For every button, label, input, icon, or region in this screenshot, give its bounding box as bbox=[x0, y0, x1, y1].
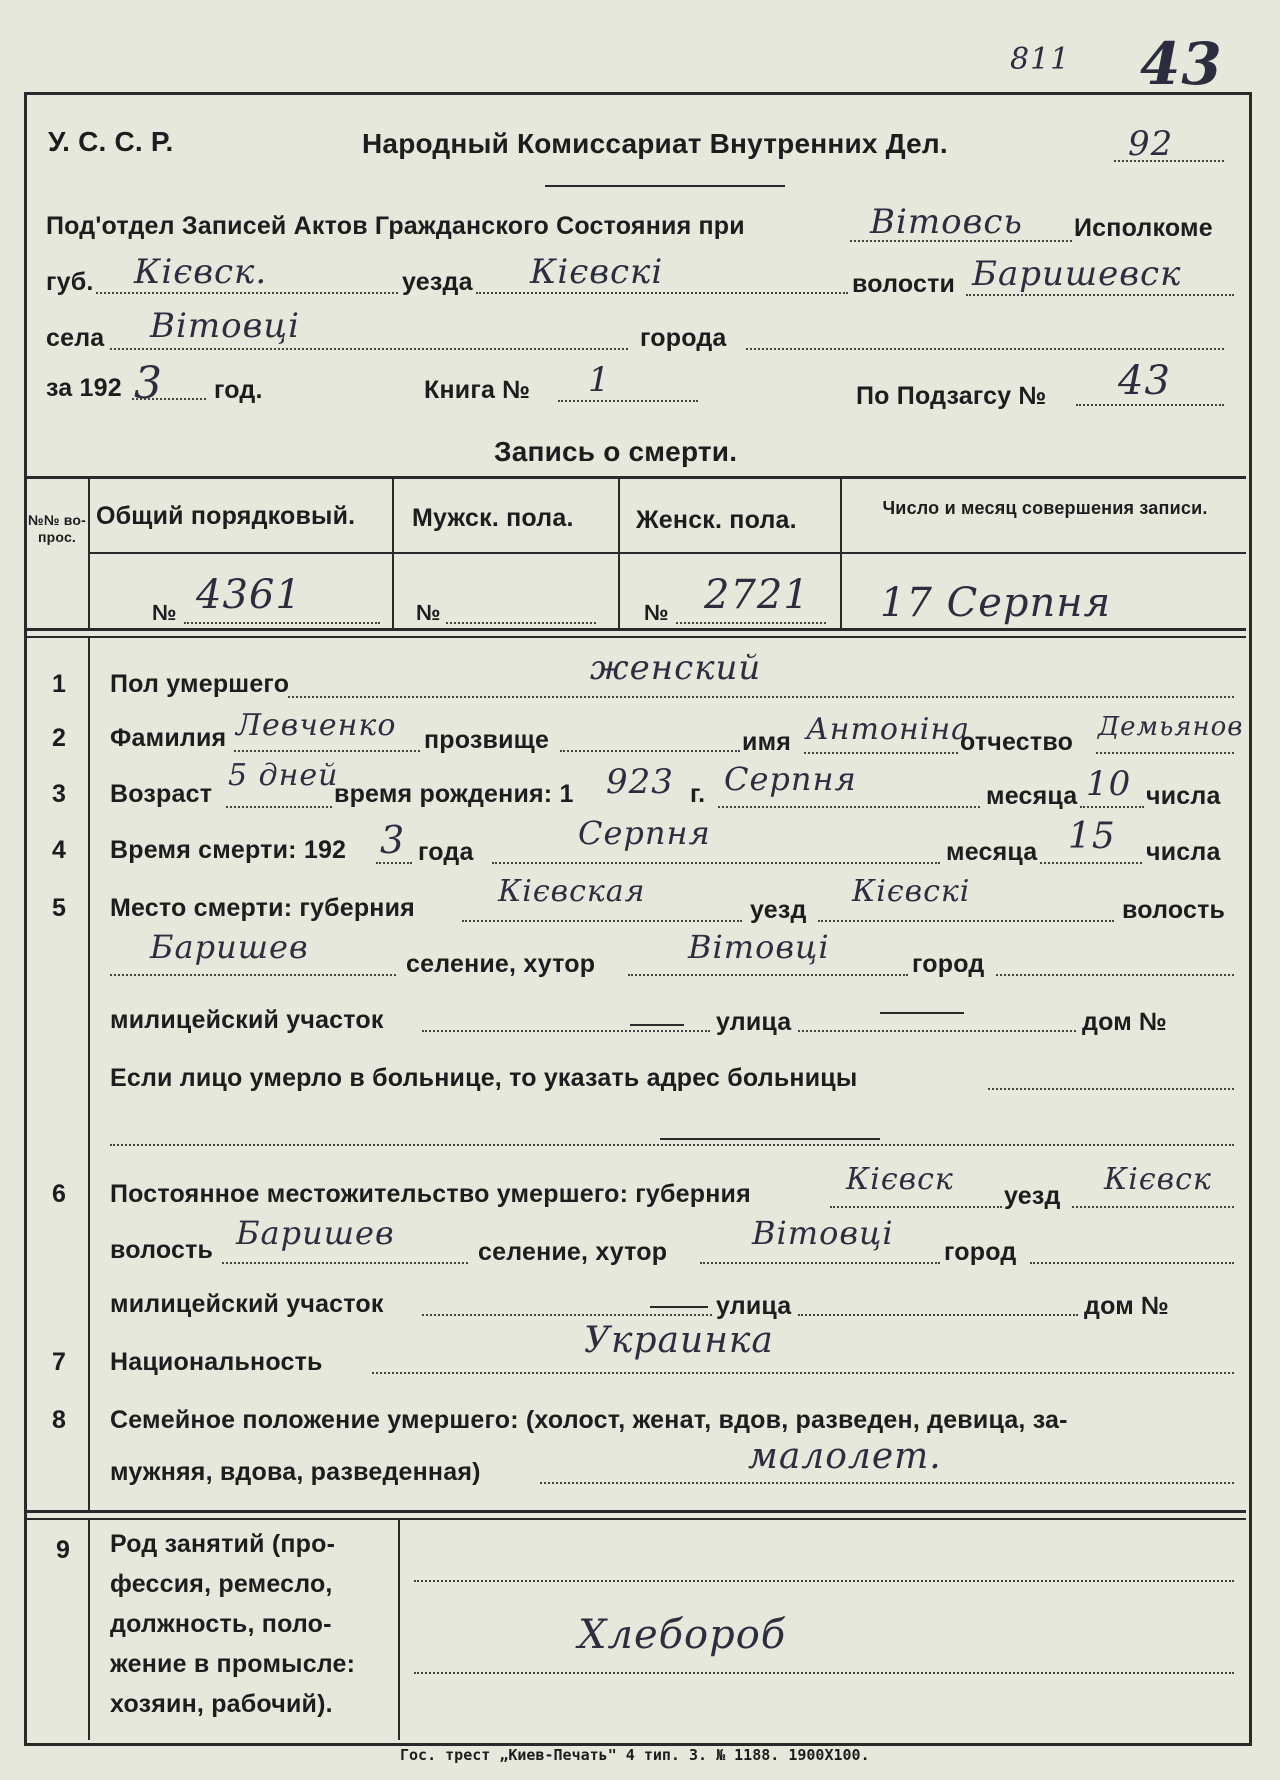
birth-day-label: числа bbox=[1146, 782, 1221, 810]
question-number-header: №№ во-прос. bbox=[28, 512, 86, 545]
gub-label: губ. bbox=[46, 268, 94, 296]
male-no-label: № bbox=[416, 600, 441, 625]
death-uezd-label: уезд bbox=[750, 896, 807, 924]
row-1-number: 1 bbox=[52, 670, 66, 698]
death-militia-label: милицейский участок bbox=[110, 1006, 384, 1034]
female-no-label: № bbox=[644, 600, 669, 625]
death-sex-label: Пол умершего bbox=[110, 670, 290, 698]
patronymic-label: отчество bbox=[960, 728, 1074, 756]
podzagsu-label: По Подзагсу № bbox=[856, 382, 1047, 410]
age-value: 5 дней bbox=[228, 758, 339, 793]
general-no-label: № bbox=[152, 600, 177, 625]
death-gorod-label: город bbox=[912, 950, 985, 978]
male-header: Мужск. пола. bbox=[412, 504, 574, 532]
book-label: Книга № bbox=[424, 376, 531, 404]
general-number-value: 4361 bbox=[196, 572, 302, 618]
occupation-label-5: хозяин, рабочий). bbox=[110, 1690, 333, 1718]
residence-label: Постоянное местожительство умершего: губерния bbox=[110, 1180, 751, 1208]
volost-value: Баришевск bbox=[972, 254, 1182, 294]
residence-gub-value: Кієвск bbox=[846, 1162, 954, 1197]
death-month-value: Серпня bbox=[578, 814, 711, 852]
row-9-number: 9 bbox=[56, 1536, 70, 1564]
death-selo-value: Вітовці bbox=[688, 928, 830, 966]
uezd-label: уезда bbox=[402, 268, 473, 296]
year-label: за 192 bbox=[46, 374, 122, 402]
archive-number: 811 bbox=[1010, 42, 1071, 77]
general-number-header: Общий порядковый. bbox=[96, 502, 356, 530]
record-title: Запись о смерти. bbox=[494, 436, 738, 467]
year-god-label: год. bbox=[214, 376, 263, 404]
birth-month-label: месяца bbox=[986, 782, 1078, 810]
podzagsu-value: 43 bbox=[1118, 358, 1171, 404]
subdept-label: Под'отдел Записей Актов Гражданского Состояния при bbox=[46, 212, 745, 240]
death-sex-value: женский bbox=[590, 648, 762, 688]
hospital-address-label: Если лицо умерло в больнице, то указать адрес больницы bbox=[110, 1064, 858, 1092]
gub-value: Кієвск. bbox=[134, 252, 268, 292]
birth-time-label: время рождения: 1 bbox=[334, 780, 574, 808]
row-2-number: 2 bbox=[52, 724, 66, 752]
death-house-label: дом № bbox=[1082, 1008, 1168, 1036]
residence-house-label: дом № bbox=[1084, 1292, 1170, 1320]
year-value: 3 bbox=[134, 358, 163, 409]
death-street-label: улица bbox=[716, 1008, 792, 1036]
gorod-label: города bbox=[640, 324, 727, 352]
death-uezd-value: Кієвскі bbox=[852, 874, 971, 909]
nationality-value: Украинка bbox=[584, 1320, 774, 1361]
republic-label: У. С. С. Р. bbox=[48, 126, 174, 157]
first-name-label: имя bbox=[742, 728, 792, 756]
occupation-label-1: Род занятий (про- bbox=[110, 1530, 336, 1558]
page-number: 43 bbox=[1140, 30, 1223, 98]
volost-label: волости bbox=[852, 270, 956, 298]
death-day-value: 15 bbox=[1068, 816, 1116, 857]
residence-street-label: улица bbox=[716, 1292, 792, 1320]
date-header: Число и месяц совершения записи. bbox=[882, 498, 1208, 518]
death-volost-value: Баришев bbox=[150, 928, 309, 966]
surname-label: Фамилия bbox=[110, 724, 227, 752]
age-label: Возраст bbox=[110, 780, 213, 808]
marital-status-label: Семейное положение умершего: (холост, женат, вдов, разведен, девица, за- bbox=[110, 1406, 1068, 1434]
row-4-number: 4 bbox=[52, 836, 66, 864]
residence-militia-label: милицейский участок bbox=[110, 1290, 384, 1318]
occupation-value: Хлебороб bbox=[578, 1612, 787, 1658]
residence-gorod-label: город bbox=[944, 1238, 1017, 1266]
occupation-label-3: должность, поло- bbox=[110, 1610, 332, 1638]
selo-label: села bbox=[46, 324, 105, 352]
printer-footer: Гос. трест „Киев-Печать" 4 тип. З. № 1188. 1900Х100. bbox=[400, 1746, 870, 1764]
nationality-label: Национальность bbox=[110, 1348, 323, 1376]
death-day-label: числа bbox=[1146, 838, 1221, 866]
first-name-value: Антоніна bbox=[806, 712, 970, 747]
death-time-label: Время смерти: 192 bbox=[110, 836, 347, 864]
row-6-number: 6 bbox=[52, 1180, 66, 1208]
row-5-number: 5 bbox=[52, 894, 66, 922]
death-place-label: Место смерти: губерния bbox=[110, 894, 415, 922]
ispolkom-label: Исполкоме bbox=[1074, 214, 1213, 242]
residence-selo-label: селение, хутор bbox=[478, 1238, 668, 1266]
row-8-number: 8 bbox=[52, 1406, 66, 1434]
death-year-label: года bbox=[418, 838, 474, 866]
patronymic-value: Демьянов bbox=[1098, 712, 1244, 742]
death-gub-value: Кієвская bbox=[498, 874, 646, 909]
marital-status-label-2: мужняя, вдова, разведенная) bbox=[110, 1458, 481, 1486]
death-month-label: месяца bbox=[946, 838, 1038, 866]
row-3-number: 3 bbox=[52, 780, 66, 808]
record-date-value: 17 Серпня bbox=[880, 580, 1112, 626]
death-volost-label: волость bbox=[1122, 896, 1226, 924]
female-number-value: 2721 bbox=[704, 572, 810, 618]
female-header: Женск. пола. bbox=[636, 506, 797, 534]
selo-value: Вітовці bbox=[150, 306, 300, 346]
surname-value: Левченко bbox=[236, 708, 397, 743]
occupation-label-4: жение в промысле: bbox=[110, 1650, 356, 1678]
birth-g-label: г. bbox=[690, 780, 706, 808]
birth-day-value: 10 bbox=[1086, 764, 1132, 804]
death-selo-label: селение, хутор bbox=[406, 950, 596, 978]
uezd-value: Кієвскі bbox=[530, 252, 664, 292]
row-7-number: 7 bbox=[52, 1348, 66, 1376]
birth-year-value: 923 bbox=[606, 762, 674, 802]
marital-status-value: малолет. bbox=[748, 1436, 942, 1477]
residence-uezd-value: Кієвск bbox=[1104, 1162, 1212, 1197]
commissariat-number: 92 bbox=[1128, 124, 1174, 164]
occupation-label-2: фессия, ремесло, bbox=[110, 1570, 333, 1598]
nickname-label: прозвище bbox=[424, 726, 550, 754]
birth-month-value: Серпня bbox=[724, 760, 857, 798]
subdept-value: Вітовсь bbox=[870, 202, 1023, 242]
residence-uezd-label: уезд bbox=[1004, 1182, 1061, 1210]
residence-volost-value: Баришев bbox=[236, 1214, 395, 1252]
residence-volost-label: волость bbox=[110, 1236, 214, 1264]
death-year-value: 3 bbox=[380, 818, 406, 862]
residence-selo-value: Вітовці bbox=[752, 1214, 894, 1252]
commissariat-label: Народный Комиссариат Внутренних Дел. bbox=[362, 128, 948, 159]
book-value: 1 bbox=[588, 360, 611, 400]
